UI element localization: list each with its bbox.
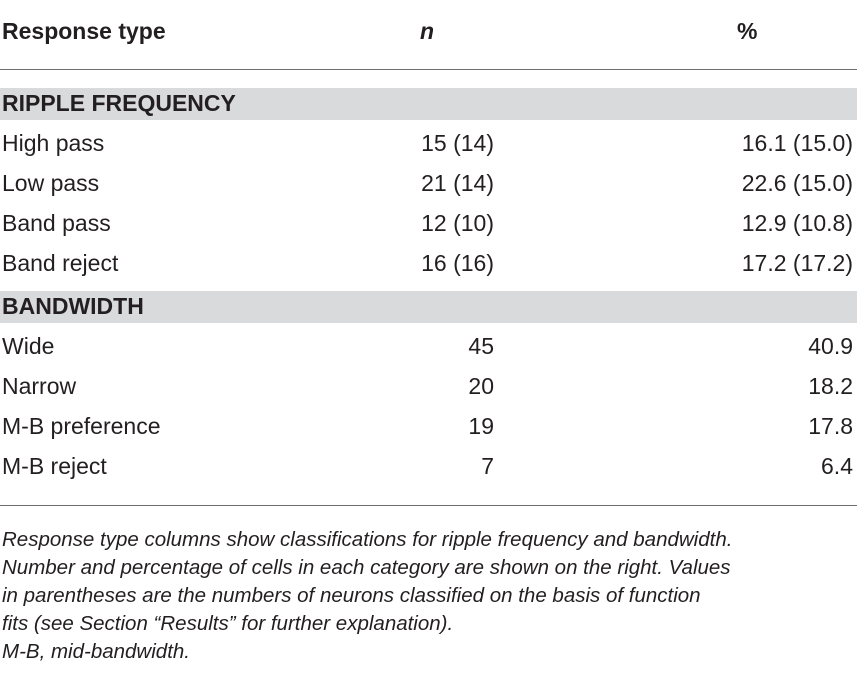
row-label: Band reject	[2, 250, 119, 276]
row-label: Narrow	[2, 373, 77, 399]
table-row	[0, 407, 857, 447]
row-label: High pass	[2, 130, 105, 156]
table-row	[0, 204, 857, 244]
footnote-line: Response type columns show classifications for ripple frequency and bandwidth.	[2, 528, 733, 551]
row-n: 15 (14)	[421, 130, 494, 156]
row-label: M-B preference	[2, 413, 161, 439]
row-percent: 17.2 (17.2)	[741, 250, 853, 276]
row-n: 45	[468, 333, 494, 359]
row-label: M-B reject	[2, 453, 107, 479]
row-n: 20	[468, 373, 494, 399]
header-response-type: Response type	[2, 18, 166, 44]
footnote-line: Number and percentage of cells in each category are shown on the right. Values	[2, 556, 731, 579]
row-percent: 17.8	[808, 413, 853, 439]
row-label: Low pass	[2, 170, 100, 196]
table-footnote	[2, 526, 854, 666]
row-label: Band pass	[2, 210, 111, 236]
row-percent: 16.1 (15.0)	[741, 130, 853, 156]
header-n: n	[420, 18, 435, 44]
row-n: 7	[481, 453, 494, 479]
row-label: Wide	[2, 333, 55, 359]
footnote-line: in parentheses are the numbers of neurons classified on the basis of function	[2, 584, 701, 607]
table-row	[0, 367, 857, 407]
footnote-line: fits (see Section “Results” for further explanation).	[2, 612, 454, 635]
table-row	[0, 327, 857, 367]
row-percent: 6.4	[821, 453, 853, 479]
section-bandwidth	[0, 291, 857, 323]
row-n: 12 (10)	[421, 210, 494, 236]
table-row	[0, 447, 857, 487]
table-header	[0, 0, 857, 68]
header-rule	[0, 69, 857, 70]
row-percent: 18.2	[808, 373, 853, 399]
row-percent: 40.9	[808, 333, 853, 359]
row-n: 21 (14)	[421, 170, 494, 196]
row-percent: 12.9 (10.8)	[741, 210, 853, 236]
section-title: RIPPLE FREQUENCY	[2, 90, 236, 116]
table-row	[0, 164, 857, 204]
row-percent: 22.6 (15.0)	[741, 170, 853, 196]
table-row	[0, 124, 857, 164]
section-title: BANDWIDTH	[2, 293, 144, 319]
footnote-abbreviation: M-B, mid-bandwidth.	[2, 640, 190, 663]
section-ripple-frequency	[0, 88, 857, 120]
table-row	[0, 244, 857, 284]
row-n: 16 (16)	[421, 250, 494, 276]
header-percent: %	[737, 18, 758, 44]
table-bottom-rule	[0, 505, 857, 506]
row-n: 19	[468, 413, 494, 439]
